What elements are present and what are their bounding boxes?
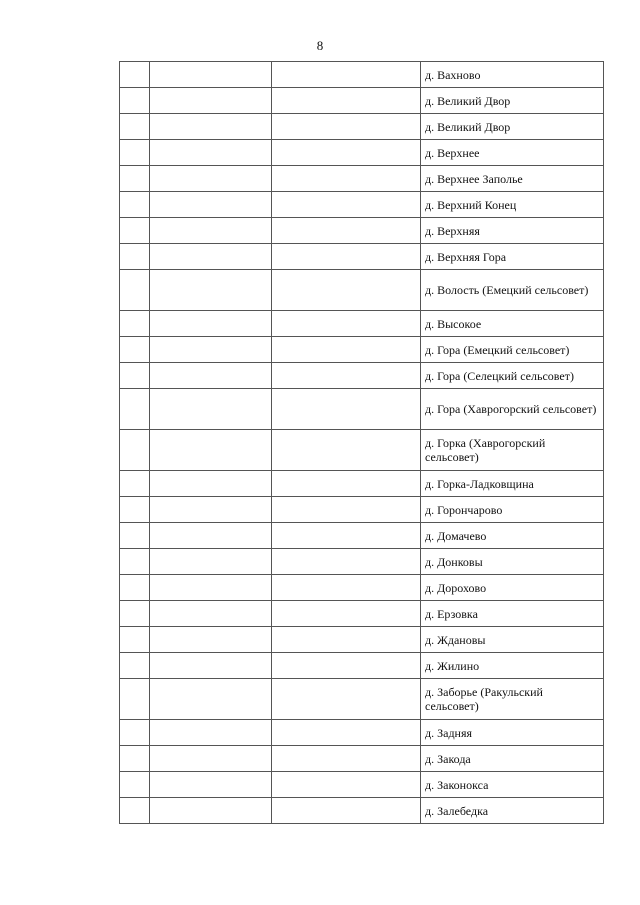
settlement-name-cell: д. Верхнее Заполье bbox=[421, 166, 604, 192]
empty-cell bbox=[150, 114, 272, 140]
empty-cell bbox=[272, 166, 421, 192]
empty-cell bbox=[120, 627, 150, 653]
empty-cell bbox=[120, 389, 150, 430]
settlement-name-cell: д. Гора (Хаврогорский сельсовет) bbox=[421, 389, 604, 430]
empty-cell bbox=[120, 772, 150, 798]
empty-cell bbox=[120, 471, 150, 497]
table-row bbox=[120, 497, 604, 523]
empty-cell bbox=[272, 497, 421, 523]
table-row bbox=[120, 523, 604, 549]
empty-cell bbox=[150, 244, 272, 270]
empty-cell bbox=[120, 114, 150, 140]
settlement-name-cell: д. Верхнее bbox=[421, 140, 604, 166]
empty-cell bbox=[272, 679, 421, 720]
empty-cell bbox=[150, 62, 272, 88]
empty-cell bbox=[120, 549, 150, 575]
empty-cell bbox=[272, 244, 421, 270]
empty-cell bbox=[120, 166, 150, 192]
settlement-name-cell: д. Гора (Емецкий сельсовет) bbox=[421, 337, 604, 363]
empty-cell bbox=[120, 270, 150, 311]
table-row bbox=[120, 679, 604, 720]
empty-cell bbox=[272, 337, 421, 363]
settlement-name-cell: д. Волость (Емецкий сельсовет) bbox=[421, 270, 604, 311]
settlement-name-cell: д. Вахново bbox=[421, 62, 604, 88]
table-row bbox=[120, 311, 604, 337]
empty-cell bbox=[150, 430, 272, 471]
empty-cell bbox=[150, 653, 272, 679]
settlement-name-cell: д. Горончарово bbox=[421, 497, 604, 523]
empty-cell bbox=[120, 140, 150, 166]
empty-cell bbox=[150, 140, 272, 166]
empty-cell bbox=[272, 114, 421, 140]
empty-cell bbox=[120, 430, 150, 471]
empty-cell bbox=[150, 601, 272, 627]
settlements-table bbox=[119, 61, 604, 824]
settlement-name-cell: д. Жилино bbox=[421, 653, 604, 679]
table-row bbox=[120, 166, 604, 192]
settlement-name-cell: д. Горка-Ладковщина bbox=[421, 471, 604, 497]
table-row bbox=[120, 746, 604, 772]
empty-cell bbox=[120, 720, 150, 746]
page-number: 8 bbox=[316, 38, 324, 53]
settlement-name-cell: д. Высокое bbox=[421, 311, 604, 337]
empty-cell bbox=[272, 549, 421, 575]
empty-cell bbox=[150, 270, 272, 311]
empty-cell bbox=[150, 218, 272, 244]
empty-cell bbox=[272, 140, 421, 166]
settlement-name-cell: д. Законокса bbox=[421, 772, 604, 798]
table-row bbox=[120, 720, 604, 746]
settlement-name-cell: д. Ждановы bbox=[421, 627, 604, 653]
empty-cell bbox=[120, 62, 150, 88]
empty-cell bbox=[120, 337, 150, 363]
empty-cell bbox=[150, 311, 272, 337]
table-row bbox=[120, 471, 604, 497]
table-row bbox=[120, 363, 604, 389]
table-row bbox=[120, 798, 604, 824]
empty-cell bbox=[120, 575, 150, 601]
empty-cell bbox=[150, 363, 272, 389]
settlement-name-cell: д. Донковы bbox=[421, 549, 604, 575]
settlement-name-cell: д. Верхний Конец bbox=[421, 192, 604, 218]
settlement-name-cell: д. Ерзовка bbox=[421, 601, 604, 627]
empty-cell bbox=[150, 497, 272, 523]
empty-cell bbox=[272, 523, 421, 549]
empty-cell bbox=[120, 192, 150, 218]
table-row bbox=[120, 772, 604, 798]
settlement-name-cell: д. Горка (Хаврогорский сельсовет) bbox=[421, 430, 604, 471]
table-row bbox=[120, 270, 604, 311]
empty-cell bbox=[120, 746, 150, 772]
empty-cell bbox=[272, 218, 421, 244]
empty-cell bbox=[120, 679, 150, 720]
empty-cell bbox=[150, 337, 272, 363]
empty-cell bbox=[120, 523, 150, 549]
empty-cell bbox=[120, 311, 150, 337]
empty-cell bbox=[150, 746, 272, 772]
settlement-name-cell: д. Задняя bbox=[421, 720, 604, 746]
table-row bbox=[120, 62, 604, 88]
empty-cell bbox=[120, 88, 150, 114]
empty-cell bbox=[150, 798, 272, 824]
empty-cell bbox=[272, 389, 421, 430]
settlement-name-cell: д. Великий Двор bbox=[421, 88, 604, 114]
empty-cell bbox=[150, 523, 272, 549]
table-row bbox=[120, 549, 604, 575]
empty-cell bbox=[272, 363, 421, 389]
table-row bbox=[120, 88, 604, 114]
table-row bbox=[120, 114, 604, 140]
empty-cell bbox=[150, 575, 272, 601]
empty-cell bbox=[150, 471, 272, 497]
table-row bbox=[120, 218, 604, 244]
empty-cell bbox=[272, 471, 421, 497]
table-row bbox=[120, 430, 604, 471]
settlement-name-cell: д. Закода bbox=[421, 746, 604, 772]
empty-cell bbox=[150, 772, 272, 798]
empty-cell bbox=[150, 389, 272, 430]
table-row bbox=[120, 601, 604, 627]
empty-cell bbox=[120, 497, 150, 523]
table-row bbox=[120, 244, 604, 270]
table-row bbox=[120, 192, 604, 218]
empty-cell bbox=[120, 363, 150, 389]
settlement-name-cell: д. Дорохово bbox=[421, 575, 604, 601]
empty-cell bbox=[150, 166, 272, 192]
empty-cell bbox=[272, 653, 421, 679]
empty-cell bbox=[272, 192, 421, 218]
table-row bbox=[120, 653, 604, 679]
empty-cell bbox=[272, 575, 421, 601]
table-row bbox=[120, 389, 604, 430]
empty-cell bbox=[272, 798, 421, 824]
empty-cell bbox=[150, 627, 272, 653]
empty-cell bbox=[150, 720, 272, 746]
settlement-name-cell: д. Верхняя bbox=[421, 218, 604, 244]
settlement-name-cell: д. Домачево bbox=[421, 523, 604, 549]
table-row bbox=[120, 140, 604, 166]
empty-cell bbox=[120, 798, 150, 824]
settlement-name-cell: д. Верхняя Гора bbox=[421, 244, 604, 270]
empty-cell bbox=[150, 192, 272, 218]
empty-cell bbox=[272, 430, 421, 471]
empty-cell bbox=[272, 311, 421, 337]
empty-cell bbox=[272, 62, 421, 88]
settlement-name-cell: д. Заборье (Ракульский сельсовет) bbox=[421, 679, 604, 720]
empty-cell bbox=[120, 601, 150, 627]
settlement-name-cell: д. Гора (Селецкий сельсовет) bbox=[421, 363, 604, 389]
settlement-name-cell: д. Великий Двор bbox=[421, 114, 604, 140]
table-row bbox=[120, 575, 604, 601]
settlement-name-cell: д. Залебедка bbox=[421, 798, 604, 824]
empty-cell bbox=[120, 244, 150, 270]
empty-cell bbox=[150, 88, 272, 114]
empty-cell bbox=[272, 270, 421, 311]
table-row bbox=[120, 337, 604, 363]
empty-cell bbox=[120, 653, 150, 679]
empty-cell bbox=[150, 549, 272, 575]
empty-cell bbox=[272, 88, 421, 114]
empty-cell bbox=[272, 720, 421, 746]
empty-cell bbox=[272, 772, 421, 798]
table-row bbox=[120, 627, 604, 653]
empty-cell bbox=[150, 679, 272, 720]
empty-cell bbox=[120, 218, 150, 244]
empty-cell bbox=[272, 601, 421, 627]
empty-cell bbox=[272, 746, 421, 772]
empty-cell bbox=[272, 627, 421, 653]
